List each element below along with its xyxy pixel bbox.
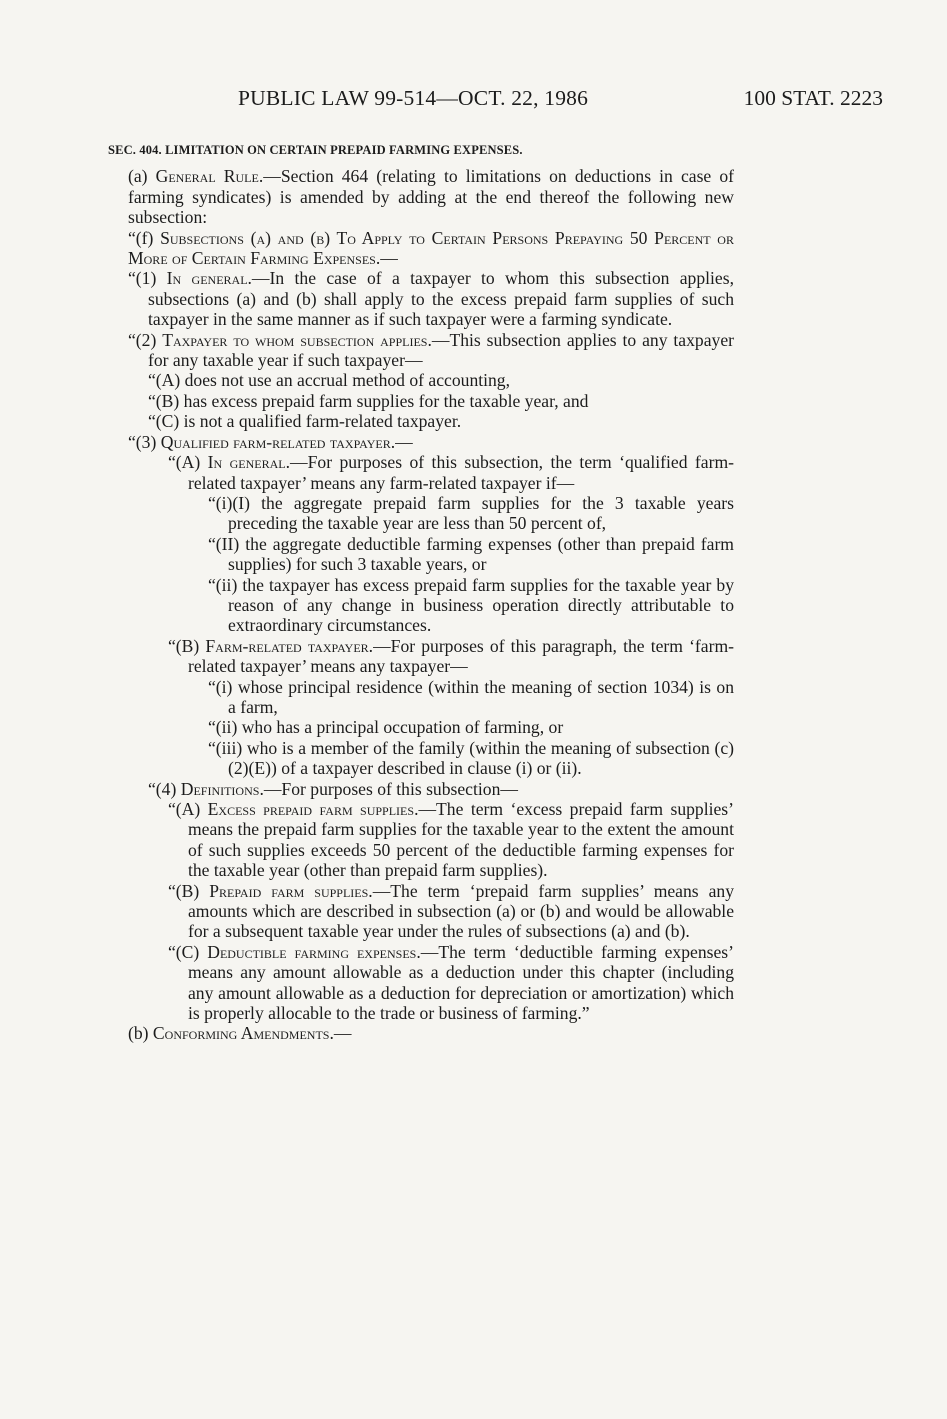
subsection-a-lead: (a) [128, 166, 156, 187]
section-heading: SEC. 404. LIMITATION ON CERTAIN PREPAID FARMING EXPENSES. [108, 143, 523, 157]
subsection-a-label: General Rule [155, 166, 259, 187]
paragraph-1-label: In general [166, 268, 248, 289]
paragraph-4-a-label: Excess prepaid farm supplies [207, 799, 415, 819]
paragraph-2-label: Taxpayer to whom subsection applies [162, 329, 428, 350]
subsection-b-tail: .— [329, 1023, 352, 1044]
subsection-f-tail: .— [375, 248, 398, 269]
paragraph-3-a-label: In general [207, 452, 286, 473]
paragraph-4-b [108, 881, 734, 942]
paragraph-3-label: Qualified farm-related taxpayer [160, 431, 391, 452]
paragraph-4-b-lead: “(B) [168, 880, 210, 901]
subsection-a-text: .—Section 464 (relating to limitations on deductions in case of farming syndicates) is amended by adding at the end thereof the following new subsection: [128, 166, 734, 228]
clause-II: “(II) the aggregate deductible farming expenses (other than prepaid farm supplies) for such 3 taxable years, or [208, 533, 734, 575]
paragraph-4-a [108, 799, 734, 881]
paragraph-4 [108, 779, 734, 799]
paragraph-2-b: “(B) has excess prepaid farm supplies for the taxable year, and [148, 390, 589, 411]
page-header-stat: 100 STAT. 2223 [743, 86, 883, 110]
paragraph-4-c [108, 942, 734, 1024]
paragraph-4-label: Definitions [180, 778, 260, 799]
paragraph-4-b-text: .—The term ‘prepaid farm supplies’ means any amounts which are described in subsection (a) or (b) and would be allowable for a subsequent taxable year under the rules of subsections (a) and (b). [188, 880, 734, 942]
paragraph-2 [108, 330, 734, 371]
paragraph-1-lead: “(1) [128, 268, 167, 289]
paragraph-4-lead: “(4) [148, 778, 181, 799]
paragraph-3-b-label: Farm-related taxpayer [205, 635, 369, 656]
paragraph-2-text: .—This subsection applies to any taxpayer for any taxable year if such taxpayer— [148, 329, 734, 371]
clause-b-iii: “(iii) who is a member of the family (within the meaning of subsection (c)(2)(E)) of a taxpayer described in clause (i) or (ii). [208, 737, 734, 779]
page-header-title: PUBLIC LAW 99-514—OCT. 22, 1986 [238, 86, 589, 110]
new-subsection-f [108, 228, 734, 269]
paragraph-3-tail: .— [390, 431, 413, 452]
paragraph-3-b-text: .—For purposes of this paragraph, the term ‘farm-related taxpayer’ means any taxpayer— [188, 635, 734, 677]
paragraph-3-a-lead: “(A) [168, 452, 208, 473]
subsection-b-lead: (b) [128, 1023, 153, 1044]
paragraph-4-c-text: .—The term ‘deductible farming expenses’ means any amount allowable as a deduction under this chapter (including any amount allowable as a deduction for depreciation or amortization) which is properly allocable to the trade or business of farming.” [188, 941, 734, 1024]
paragraph-3-lead: “(3) [128, 431, 161, 452]
paragraph-1-text: .—In the case of a taxpayer to whom this subsection applies, subsections (a) and (b) shall apply to the excess prepaid farm supplies of such taxpayer in the same manner as if such taxpayer were a farming syndicate. [148, 268, 734, 330]
paragraph-4-b-label: Prepaid farm supplies [209, 880, 369, 901]
clause-b-ii: “(ii) who has a principal occupation of farming, or [208, 717, 564, 738]
clause-b-i: “(i) whose principal residence (within the meaning of section 1034) is on a farm, [208, 676, 734, 717]
subsection-a [108, 166, 734, 227]
paragraph-4-a-text: .—The term ‘excess prepaid farm supplies’ means the prepaid farm supplies for the taxable year to the extent the amount of such supplies exceeds 50 percent of the deductible farming expenses for the taxable year (other than prepaid farm supplies). [188, 799, 734, 881]
paragraph-4-text: .—For purposes of this subsection— [259, 778, 518, 799]
paragraph-4-c-lead: “(C) [168, 941, 208, 962]
paragraph-2-lead: “(2) [128, 329, 163, 350]
paragraph-3 [108, 432, 734, 452]
paragraph-3-a [108, 452, 734, 493]
paragraph-3-b-lead: “(B) [168, 635, 206, 656]
paragraph-3-a-text: .—For purposes of this subsection, the term ‘qualified farm-related taxpayer’ means any farm-related taxpayer if— [188, 452, 734, 493]
document-body [108, 140, 734, 1044]
paragraph-2-c: “(C) is not a qualified farm-related taxpayer. [148, 411, 462, 432]
paragraph-4-c-label: Deductible farming expenses [207, 941, 417, 962]
clause-i-I: “(i)(I) the aggregate prepaid farm supplies for the 3 taxable years preceding the taxable year are less than 50 percent of, [208, 492, 734, 534]
paragraph-2-a: “(A) does not use an accrual method of accounting, [148, 370, 511, 391]
clause-ii: “(ii) the taxpayer has excess prepaid farm supplies for the taxable year by reason of any change in business operation directly attributable to extraordinary circumstances. [208, 574, 734, 636]
paragraph-4-a-lead: “(A) [168, 799, 208, 819]
paragraph-3-b [108, 636, 734, 677]
subsection-f-heading: Subsections (a) and (b) To Apply to Certain Persons Prepaying 50 Percent or More of Certain Farming Expenses [128, 227, 734, 269]
subsection-f-lead: “(f) [128, 227, 161, 248]
subsection-b-label: Conforming Amendments [152, 1023, 330, 1044]
subsection-b [108, 1023, 734, 1043]
paragraph-1 [108, 268, 734, 329]
